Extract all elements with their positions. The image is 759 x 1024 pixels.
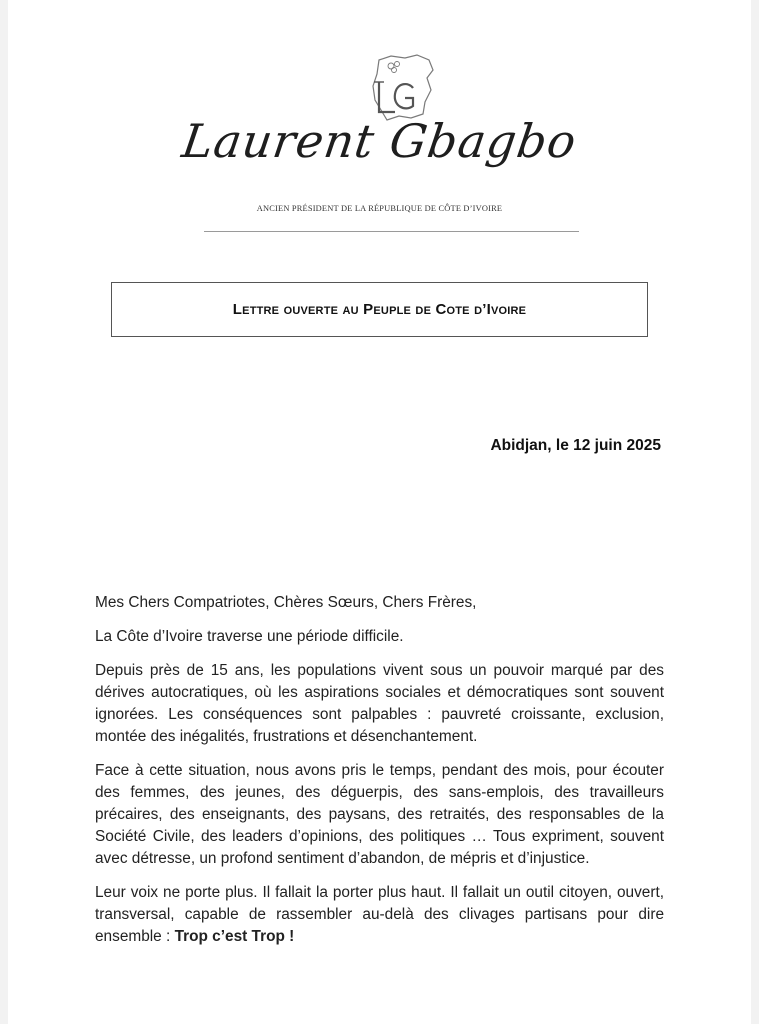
- letter-body: [95, 592, 664, 960]
- paragraph-4-emphasis: Trop c’est Trop !: [174, 928, 295, 945]
- signature-subtitle: ANCIEN PRÉSIDENT DE LA RÉPUBLIQUE DE CÔTE D’IVOIRE: [256, 204, 503, 213]
- letter-page: [8, 0, 751, 1024]
- paragraph-4-text: Leur voix ne porte plus. Il fallait la porter plus haut. Il fallait un outil citoyen, ouvert, transversal, capable de rassembler au-delà des clivages partisans pour dire ensemble :: [95, 884, 664, 945]
- header-divider: [204, 231, 579, 232]
- letter-title: Lettre ouverte au Peuple de Cote d’Ivoire: [232, 301, 527, 318]
- paragraph-2: Depuis près de 15 ans, les populations vivent sous un pouvoir marqué par des dérives autocratiques, où les aspirations sociales et démocratiques sont souvent ignorées. Les conséquences sont palpables : pauvreté croissante, exclusion, montée des inégalités, frustrations et désenchantement.: [95, 662, 664, 745]
- dateline: Abidjan, le 12 juin 2025: [490, 437, 661, 454]
- signature-name: Laurent Gbagbo: [178, 114, 581, 168]
- paragraph-1: La Côte d’Ivoire traverse une période difficile.: [95, 628, 404, 645]
- paragraph-4: [95, 882, 664, 948]
- letter-title-box: [111, 282, 648, 337]
- paragraph-3: Face à cette situation, nous avons pris le temps, pendant des mois, pour écouter des femmes, des jeunes, des déguerpis, des sans-emplois, des travailleurs précaires, des enseignants, des paysans, des retraités, des responsables de la Société Civile, des leaders d’opinions, des politiques … Tous expriment, souvent avec détresse, un profond sentiment d’abandon, de mépris et d’injustice.: [95, 762, 664, 867]
- salutation: Mes Chers Compatriotes, Chères Sœurs, Chers Frères,: [95, 594, 477, 611]
